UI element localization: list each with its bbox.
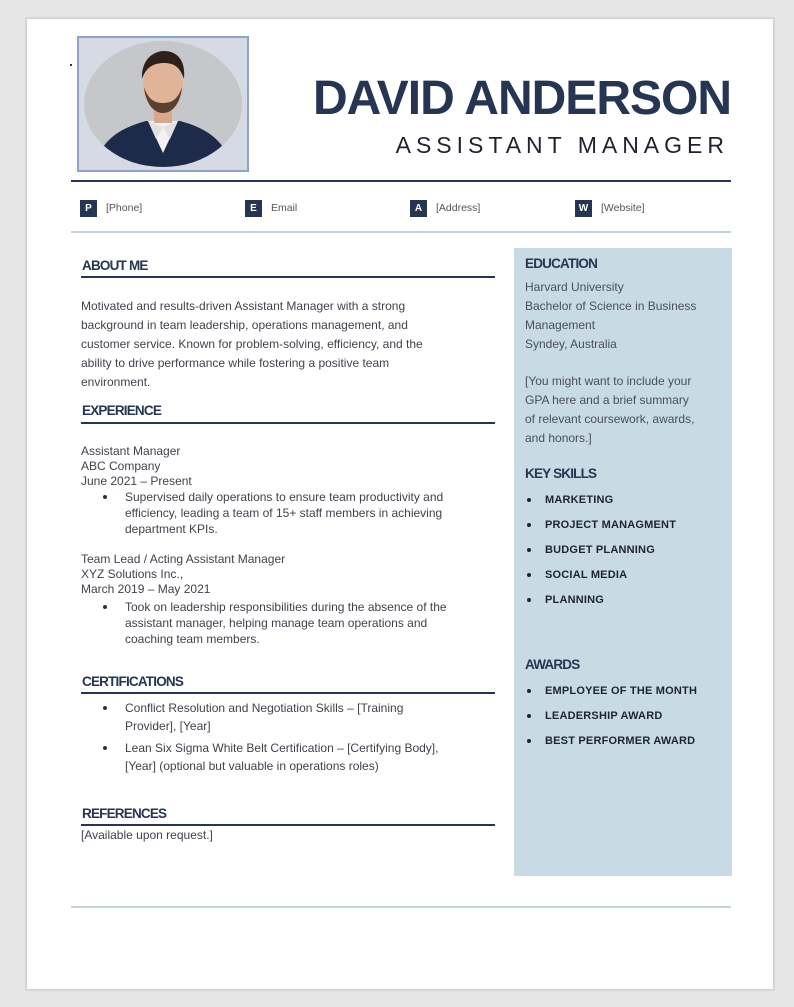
about-line: background in team leadership, operations management, and <box>81 318 408 332</box>
education-note <box>525 372 730 448</box>
profile-photo-frame <box>77 36 249 172</box>
certifications-heading: CERTIFICATIONS <box>82 674 184 689</box>
list-item <box>81 599 511 647</box>
bullet-line: department KPIs. <box>125 522 218 536</box>
website-icon: W <box>575 200 592 217</box>
education-heading: EDUCATION <box>525 256 598 271</box>
award-label: EMPLOYEE OF THE MONTH <box>545 685 698 697</box>
bullet-line: coaching team members. <box>125 632 260 646</box>
education-degree: Bachelor of Science in Business <box>525 299 697 313</box>
list-item <box>81 699 511 735</box>
experience-rule <box>81 422 495 424</box>
job-1-dates: June 2021 – Present <box>81 474 192 488</box>
address-icon: A <box>410 200 427 217</box>
stray-mark <box>70 64 72 66</box>
list-item <box>525 708 697 733</box>
cert-line: Lean Six Sigma White Belt Certification – [Certifying Body], <box>125 741 439 755</box>
skill-label: PLANNING <box>545 594 605 606</box>
job-1-company: ABC Company <box>81 459 161 473</box>
skill-label: SOCIAL MEDIA <box>545 569 628 581</box>
about-line: Motivated and results-driven Assistant Manager with a strong <box>81 299 406 313</box>
education-school: Harvard University <box>525 280 624 294</box>
awards-heading: AWARDS <box>525 657 580 672</box>
candidate-title: ASSISTANT MANAGER <box>395 132 729 158</box>
list-item <box>525 492 676 517</box>
references-text: [Available upon request.] <box>81 828 213 842</box>
about-text <box>81 297 501 392</box>
cert-line: [Year] (optional but valuable in operations roles) <box>125 759 379 773</box>
contact-address-label: [Address] <box>436 202 481 214</box>
list-item <box>525 592 676 617</box>
about-heading: ABOUT ME <box>82 258 148 273</box>
bullet-line: Took on leadership responsibilities during the absence of the <box>125 600 447 614</box>
certifications-list <box>81 699 511 775</box>
about-rule <box>81 276 495 278</box>
job-2-dates: March 2019 – May 2021 <box>81 582 211 596</box>
about-line: environment. <box>81 375 151 389</box>
email-icon: E <box>245 200 262 217</box>
job-1-role: Assistant Manager <box>81 444 181 458</box>
job-1-bullets <box>81 489 511 537</box>
awards-list <box>525 683 697 758</box>
bullet-line: Supervised daily operations to ensure team productivity and <box>125 490 444 504</box>
award-label: BEST PERFORMER AWARD <box>545 735 696 747</box>
bullet-line: assistant manager, helping manage team operations and <box>125 616 428 630</box>
header-divider <box>71 180 731 182</box>
contact-phone-label: [Phone] <box>106 202 143 214</box>
sidebar <box>514 248 732 876</box>
education-note-line: and honors.] <box>525 431 592 445</box>
contact-divider <box>71 231 731 233</box>
job-2-role: Team Lead / Acting Assistant Manager <box>81 552 286 566</box>
cert-line: Provider], [Year] <box>125 719 211 733</box>
education-note-line: of relevant coursework, awards, <box>525 412 695 426</box>
skill-label: MARKETING <box>545 494 614 506</box>
list-item <box>81 739 511 775</box>
resume-page <box>26 18 774 990</box>
education-note-line: [You might want to include your <box>525 374 692 388</box>
education-degree-cont: Management <box>525 318 596 332</box>
skills-heading: KEY SKILLS <box>525 466 597 481</box>
phone-icon: P <box>80 200 97 217</box>
education-location: Syndey, Australia <box>525 337 617 351</box>
list-item <box>525 567 676 592</box>
contact-email-label: Email <box>271 202 298 214</box>
job-1-header <box>81 444 192 489</box>
list-item <box>525 542 676 567</box>
skills-list <box>525 492 676 617</box>
profile-photo <box>84 41 242 167</box>
list-item <box>525 517 676 542</box>
footer-divider <box>71 906 731 908</box>
list-item <box>525 683 697 708</box>
list-item <box>81 489 511 537</box>
skill-label: PROJECT MANAGMENT <box>545 519 677 531</box>
contact-website <box>575 199 645 217</box>
bullet-line: efficiency, leading a team of 15+ staff members in achieving <box>125 506 443 520</box>
skill-label: BUDGET PLANNING <box>545 544 655 556</box>
list-item <box>525 733 697 758</box>
award-label: LEADERSHIP AWARD <box>545 710 663 722</box>
education-note-line: GPA here and a brief summary <box>525 393 689 407</box>
candidate-name: DAVID ANDERSON <box>312 72 731 125</box>
job-2-bullets <box>81 599 511 647</box>
contact-email <box>245 199 297 217</box>
cert-line: Conflict Resolution and Negotiation Skills – [Training <box>125 701 404 715</box>
contact-address <box>410 199 480 217</box>
about-line: customer service. Known for problem-solving, efficiency, and the <box>81 337 423 351</box>
contact-website-label: [Website] <box>601 202 645 214</box>
job-2-header <box>81 552 285 597</box>
contact-phone <box>80 199 142 217</box>
education-text <box>525 278 725 354</box>
job-2-company: XYZ Solutions Inc., <box>81 567 184 581</box>
references-heading: REFERENCES <box>82 806 167 821</box>
about-line: ability to drive performance while fostering a positive team <box>81 356 390 370</box>
experience-heading: EXPERIENCE <box>82 403 162 418</box>
certifications-rule <box>81 692 495 694</box>
person-portrait-icon <box>84 41 242 167</box>
